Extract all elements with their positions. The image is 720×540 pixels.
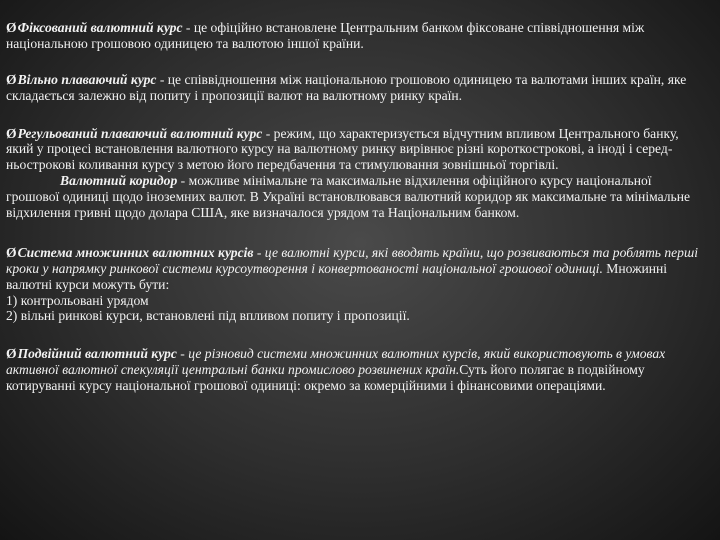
definition-managed-floating-rate: - режим, що характеризується відчутним впливом Центрального банку, який у процесі встановлення валютного курсу на валютному ринку вирівнює різні короткострокові, а іноді і серед-ньострокові коливання курсу з метою його передбачення та стимулювання зовнішньої торгівлі. — [6, 125, 679, 173]
definition-currency-corridor: - можливе мінімальне та максимальне відхилення офіційного курсу національної грошової одиниці щодо іноземних валют. В Україні встановлювався валютний коридор як максимальне та мінімальне відхилення гривні щодо долара США, яке визначалося урядом та Національним банком. — [6, 173, 691, 221]
multiple-rates-intro: Множинні валютні курси можуть бути: — [6, 260, 668, 292]
bullet-arrow-icon: Ø — [6, 346, 17, 362]
term-managed-floating-rate: Регульований плаваючий валютний курс — [17, 125, 263, 141]
paragraph-fixed-rate — [6, 20, 706, 52]
paragraph-floating-rate — [6, 72, 706, 104]
list-item: 2) вільні ринкові курси, встановлені під впливом попиту і пропозиції. — [6, 308, 410, 324]
bullet-arrow-icon: Ø — [6, 244, 17, 260]
slide-content — [6, 20, 706, 394]
definition-multiple-rates: - це валютні курси, які вводять країни, що розвиваються та роблять перші кроки у напрямку ринкової системи курсоутворення і конвертованості національної грошової одиниці. — [6, 244, 699, 276]
definition-fixed-rate: - це офіційно встановлене Центральним банком фіксоване співвідношення між національною грошовою одиницею та валютою іншої країни. — [6, 20, 645, 51]
definition-dual-rate: - це різновид системи множинних валютних курсів, який використовують в умовах активної валютної спекуляції центральні банки промислово розвинених країн. — [6, 346, 666, 378]
list-item: 1) контрольовані урядом — [6, 292, 149, 308]
term-floating-rate: Вільно плаваючий курс — [17, 71, 157, 87]
term-dual-rate: Подвійний валютний курс — [17, 346, 177, 362]
paragraph-dual-rate — [6, 346, 706, 394]
bullet-arrow-icon: Ø — [6, 20, 17, 35]
definition-floating-rate: - це співвідношення між національною грошовою одиницею та валютами інших країн, яке складається залежно від попиту і пропозиції валют на валютному ринку країн. — [6, 71, 687, 103]
paragraph-multiple-rates — [6, 245, 706, 324]
bullet-arrow-icon: Ø — [6, 125, 17, 141]
term-multiple-rates: Система множинних валютних курсів — [17, 244, 254, 260]
bullet-arrow-icon: Ø — [6, 71, 17, 87]
dual-rate-essence: Суть його полягає в подвійному котируванні курсу національної грошової одиниці: окремо за комерційними і фінансовими операціями. — [6, 362, 645, 394]
term-currency-corridor: Валютний коридор — [60, 173, 178, 189]
term-fixed-rate: Фіксований валютний курс — [17, 20, 183, 35]
paragraph-managed-floating-rate — [6, 126, 706, 221]
